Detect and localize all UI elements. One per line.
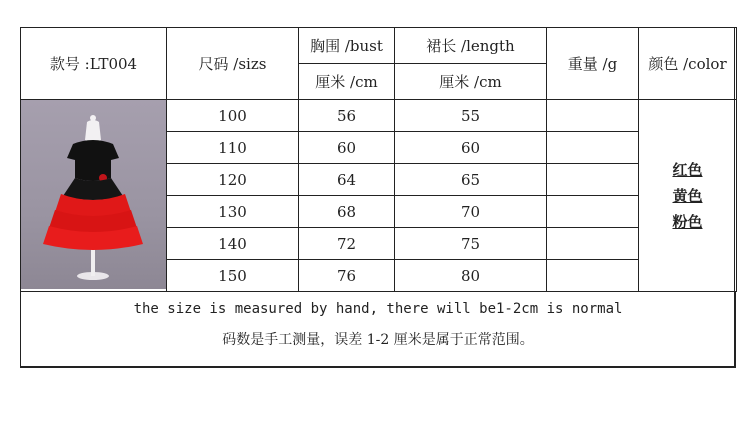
- bust-cell: 60: [299, 132, 395, 164]
- model-number: 款号 :LT004: [21, 28, 167, 100]
- size-cell: 120: [167, 164, 299, 196]
- size-cell: 110: [167, 132, 299, 164]
- stand-pole: [91, 248, 95, 276]
- measurement-note: [20, 291, 736, 368]
- length-cell: 80: [395, 260, 547, 292]
- dress-bodice: [67, 140, 119, 181]
- color-item: 粉色: [672, 212, 703, 231]
- note-chinese: 码数是手工测量，误差 1-2 厘米是属于正常范围。: [222, 332, 534, 348]
- weight-cell: [547, 164, 639, 196]
- length-cell: 70: [395, 196, 547, 228]
- size-cell: 140: [167, 228, 299, 260]
- dress-illustration: [21, 100, 166, 289]
- dress-overskirt: [63, 178, 123, 200]
- size-cell: 100: [167, 100, 299, 132]
- color-item: 红色: [672, 160, 703, 179]
- weight-header: 重量 /g: [547, 28, 639, 100]
- color-item: 黄色: [672, 186, 703, 205]
- bust-unit: 厘米 /cm: [299, 64, 395, 100]
- note-english: the size is measured by hand, there will be1-2cm is normal: [133, 301, 623, 317]
- weight-cell: [547, 196, 639, 228]
- mannequin-neck: [85, 120, 101, 142]
- length-cell: 60: [395, 132, 547, 164]
- size-cell: 150: [167, 260, 299, 292]
- bust-cell: 68: [299, 196, 395, 228]
- bust-cell: 72: [299, 228, 395, 260]
- length-cell: 65: [395, 164, 547, 196]
- weight-cell: [547, 132, 639, 164]
- bust-cell: 56: [299, 100, 395, 132]
- weight-cell: [547, 228, 639, 260]
- color-list: [639, 100, 737, 292]
- length-header: 裙长 /length: [395, 28, 547, 64]
- bust-cell: 64: [299, 164, 395, 196]
- size-cell: 130: [167, 196, 299, 228]
- bust-cell: 76: [299, 260, 395, 292]
- size-header: 尺码 /sizs: [167, 28, 299, 100]
- bust-header: 胸围 /bust: [299, 28, 395, 64]
- color-header: 颜色 /color: [639, 28, 737, 100]
- weight-cell: [547, 260, 639, 292]
- product-photo: [21, 100, 166, 289]
- length-cell: 55: [395, 100, 547, 132]
- length-unit: 厘米 /cm: [395, 64, 547, 100]
- length-cell: 75: [395, 228, 547, 260]
- weight-cell: [547, 100, 639, 132]
